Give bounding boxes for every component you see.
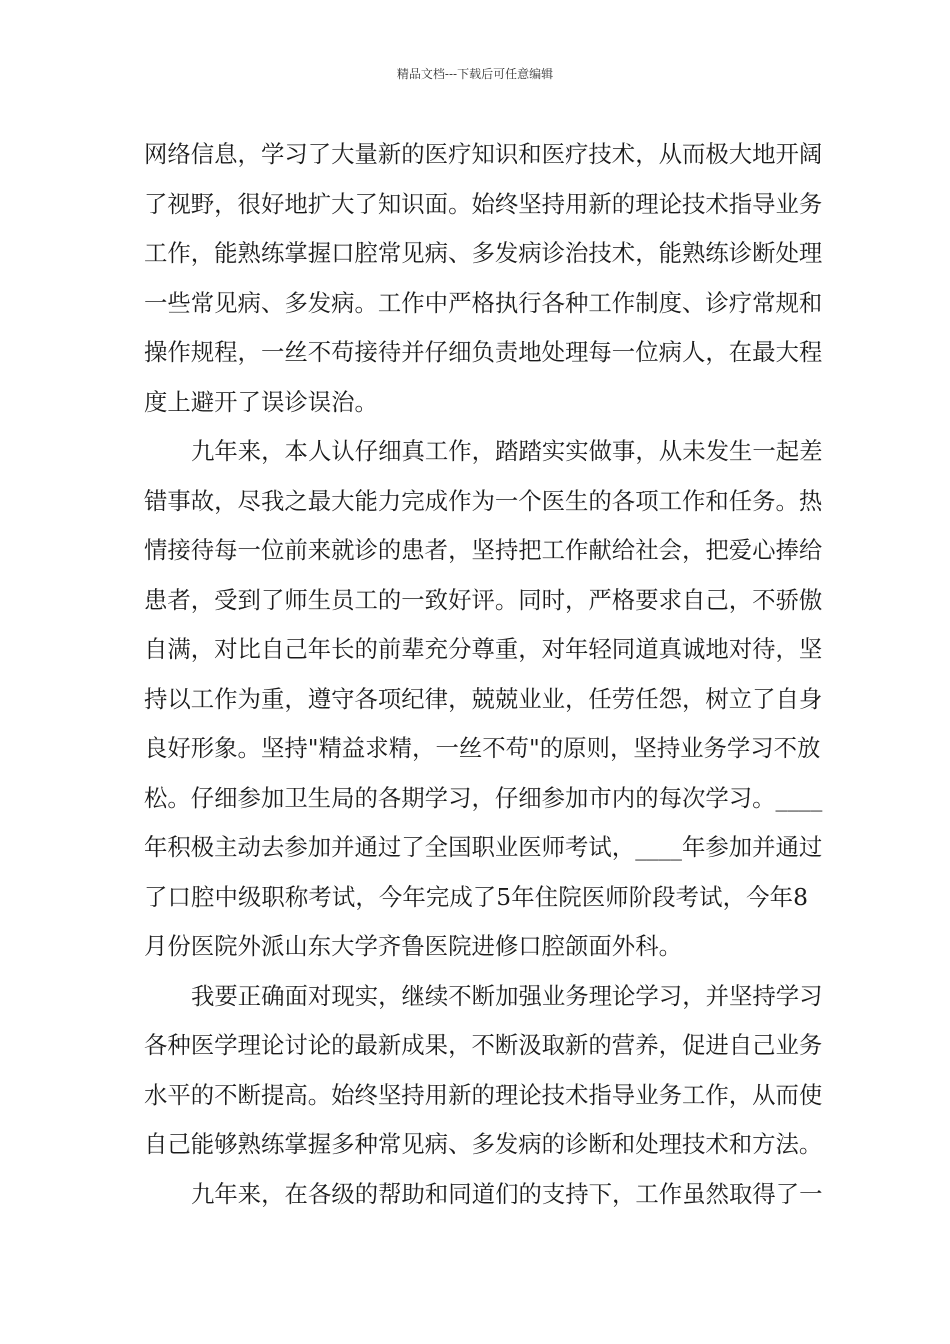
text-line: 良好形象。坚持"精益求精，一丝不苟"的原则，坚持业务学习不放	[144, 734, 821, 762]
text-line: 网络信息，学习了大量新的医疗知识和医疗技术，从而极大地开阔	[144, 140, 823, 168]
text-line: 九年来，本人认仔细真工作，踏踏实实做事，从未发生一起差	[191, 437, 823, 465]
paragraph	[144, 130, 823, 427]
text-line: 度上避开了误诊误治。	[144, 387, 378, 416]
text-line: 了口腔中级职称考试，今年完成了5年住院医师阶段考试，今年8	[144, 882, 808, 911]
text-line: 月份医院外派山东大学齐鲁医院进修口腔颌面外科。	[144, 932, 682, 960]
paragraph	[144, 1170, 823, 1220]
page-header: 精品文档---下载后可任意编辑	[396, 67, 554, 81]
text-line: 了视野，很好地扩大了知识面。始终坚持用新的理论技术指导业务	[144, 189, 823, 218]
text-line: 持以工作为重，遵守各项纪律，兢兢业业，任劳任怨，树立了自身	[144, 684, 823, 713]
text-line: 操作规程，一丝不苟接待并仔细负责地处理每一位病人，在最大程	[144, 338, 823, 366]
text-line: 情接待每一位前来就诊的患者，坚持把工作献给社会，把爱心捧给	[144, 536, 823, 564]
text-line: 各种医学理论讨论的最新成果，不断汲取新的营养，促进自己业务	[144, 1031, 823, 1059]
text-line: 我要正确面对现实，继续不断加强业务理论学习，并坚持学习	[191, 981, 823, 1010]
text-line: 自己能够熟练掌握多种常见病、多发病的诊断和处理技术和方法。	[144, 1130, 823, 1158]
paragraph	[144, 427, 823, 972]
text-line: 错事故，尽我之最大能力完成作为一个医生的各项工作和任务。热	[144, 486, 823, 515]
document-body	[144, 130, 823, 1219]
text-line: 工作，能熟练掌握口腔常见病、多发病诊治技术，能熟练诊断处理	[144, 239, 823, 267]
text-line: 年积极主动去参加并通过了全国职业医师考试，____年参加并通过	[144, 833, 823, 861]
text-line: 九年来，在各级的帮助和同道们的支持下，工作虽然取得了一	[191, 1179, 823, 1208]
text-line: 水平的不断提高。始终坚持用新的理论技术指导业务工作，从而使	[144, 1080, 823, 1109]
text-line: 松。仔细参加卫生局的各期学习，仔细参加市内的每次学习。____	[144, 783, 823, 812]
text-line: 自满，对比自己年长的前辈充分尊重，对年轻同道真诚地对待，坚	[144, 635, 823, 663]
paragraph	[144, 972, 823, 1170]
text-line: 患者，受到了师生员工的一致好评。同时，严格要求自己，不骄傲	[144, 585, 823, 614]
text-line: 一些常见病、多发病。工作中严格执行各种工作制度、诊疗常规和	[144, 288, 823, 317]
